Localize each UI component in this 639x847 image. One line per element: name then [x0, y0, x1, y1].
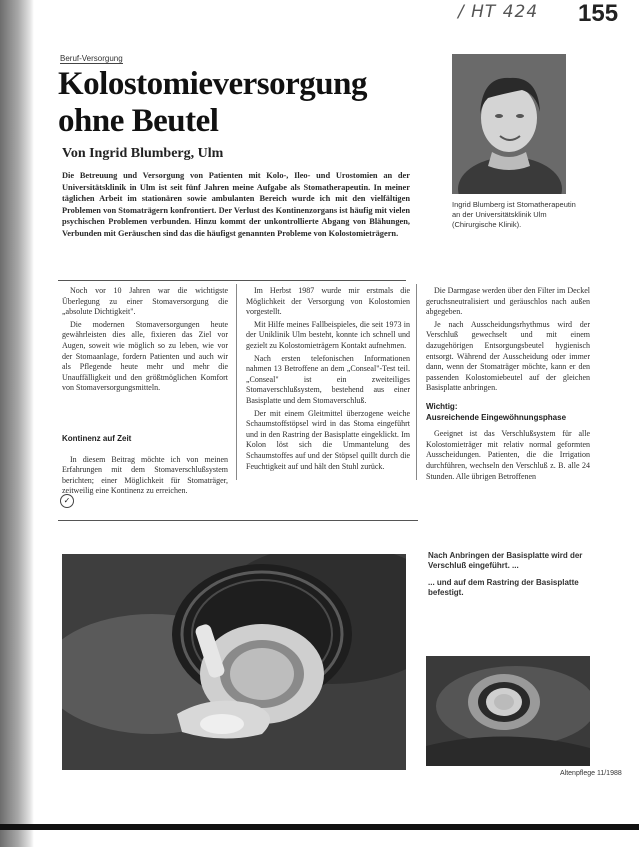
col3-paragraph: Je nach Ausscheidungsrhythmus wird der Verschluß gewechselt und mit einem dazugehörigen Entsorgungsbeutel hygienisch entsorgt. Während der Ausscheidung oder immer dann, wenn der Stomaträger möchte, kann er den passenden Kolostomiebeutel auf der gleichen Basisplatte anbringen.: [426, 319, 590, 393]
handwritten-note: / HT 424: [458, 2, 539, 22]
divider: [58, 520, 418, 521]
image-caption-2: ... und auf dem Rastring der Basisplatte befestigt.: [428, 578, 579, 597]
scan-binding-edge: [0, 0, 34, 847]
author-line: Von Ingrid Blumberg, Ulm: [62, 146, 224, 161]
col2-paragraph: Der mit einem Gleitmittel überzogene weiche Schaumstoffstöpsel wird in das Stoma eingeführt und in den Rastring der Basisplatte eingeklickt. Im Kolon löst sich die Ummantelung des Schaumstoffes auf und der Stöpsel quillt durch die Feuchtigkeit auf und hält den Stuhl zurück.: [246, 408, 410, 471]
col3-subhead-2: Ausreichende Eingewöhnungsphase: [426, 412, 567, 422]
col3-paragraph: Die Darmgase werden über den Filter im Deckel geruchsneutralisiert und geräuschlos nach außen abgegeben.: [426, 286, 590, 317]
column-divider: [236, 284, 237, 480]
title-line-2: ohne Beutel: [58, 103, 219, 139]
lead-paragraph: Die Betreuung und Versorgung von Patienten mit Kolo-, Ileo- und Urostomien an der Universitätsklinik in Ulm ist seit fünf Jahren meine Aufgabe als Stomatherapeutin. In meiner täglichen Arbeit im stationären sowie ambulanten Bereich wurde ich mit den vielfältigen Problemen von Stomaträgern konfrontiert. Der Verlust des Kontinenzorgans ist häufig mit vielen psychischen Problemen verbunden. Hinzu kommt der unkontrollierte Abgang von Blähungen, Verbunden mit Geräuschen sind das die häufigst genannten Probleme von Kolostomieträgern.: [62, 171, 410, 238]
check-mark-icon: ✓: [60, 494, 74, 508]
col2-paragraph: Mit Hilfe meines Fallbeispieles, die seit 1973 in der Uniklinik Ulm besteht, konnte ich schnell und gezielt zu Kolostomieträgern Kontakt aufnehmen.: [246, 319, 410, 350]
col1-subhead: Kontinenz auf Zeit: [62, 433, 132, 443]
column-divider: [416, 284, 417, 480]
scan-bottom-edge: [0, 824, 639, 830]
page-number: 155: [578, 0, 619, 27]
col1-paragraph: In diesem Beitrag möchte ich von meinen Erfahrungen mit dem Stomaverschlußsystem berichten; einer Möglichkeit für Stomaträger, zeitweilig eine Kontinenz zu erreichen.: [62, 454, 228, 496]
photo-stoma-attached: [426, 656, 590, 766]
author-portrait-image: [452, 54, 566, 194]
col2-paragraph: Nach ersten telefonischen Informationen nahmen 13 Betroffene an dem „Conseal"-Test teil. „Conseal" ist ein zweiteiliges Stomaverschlußsystem, bestehend aus einer Basisplatte und dem Stomaverschluß.: [246, 353, 410, 405]
journal-footer: Altenpflege 11/1988: [560, 770, 622, 777]
col2-paragraph: Im Herbst 1987 wurde mir erstmals die Möglichkeit der Versorgung von Kolostomien vorgestellt.: [246, 286, 410, 317]
image-caption-1: Nach Anbringen der Basisplatte wird der Verschluß eingeführt. ...: [428, 551, 583, 570]
photo-stoma-insertion: [62, 554, 406, 770]
col3-paragraph: Geeignet ist das Verschlußsystem für alle Kolostomieträger mit relativ normal geformten Ausscheidungen. Patienten, die die Irrigation durchführen, wechseln den Verschluß z. B. alle 24 Stunden. Alle übrigen Betroffenen: [426, 429, 590, 481]
col3-subhead-1: Wichtig:: [426, 401, 458, 411]
article-title: [58, 66, 398, 140]
column-3: [426, 286, 590, 484]
divider: [58, 280, 406, 281]
author-photo: [452, 54, 566, 194]
title-line-1: Kolostomieversorgung: [58, 66, 367, 102]
col1-paragraph: Die modernen Stomaversorgungen heute gewährleisten dies alle, fixieren das Ziel vor Augen, soweit wie möglich so zu leben, wie vor der Stomaanlage, fordern Patienten und auch wir als Pflegende heute mehr und mehr die Unauffälligkeit und den größtmöglichen Komfort von Stomaversorgungsmitteln.: [62, 319, 228, 393]
column-2: [246, 286, 410, 474]
photo-caption: Ingrid Blumberg ist Stomatherapeutin an der Universitätsklinik Ulm (Chirurgische Klinik).: [452, 200, 576, 229]
col1-paragraph: Noch vor 10 Jahren war die wichtigste Überlegung zu einer Stomaversorgung die „absolute Dichtigkeit".: [62, 286, 228, 317]
column-1: [62, 286, 228, 499]
stoma-insertion-image: [62, 554, 406, 770]
stoma-attached-image: [426, 656, 590, 766]
kicker: Beruf-Versorgung: [60, 54, 123, 63]
